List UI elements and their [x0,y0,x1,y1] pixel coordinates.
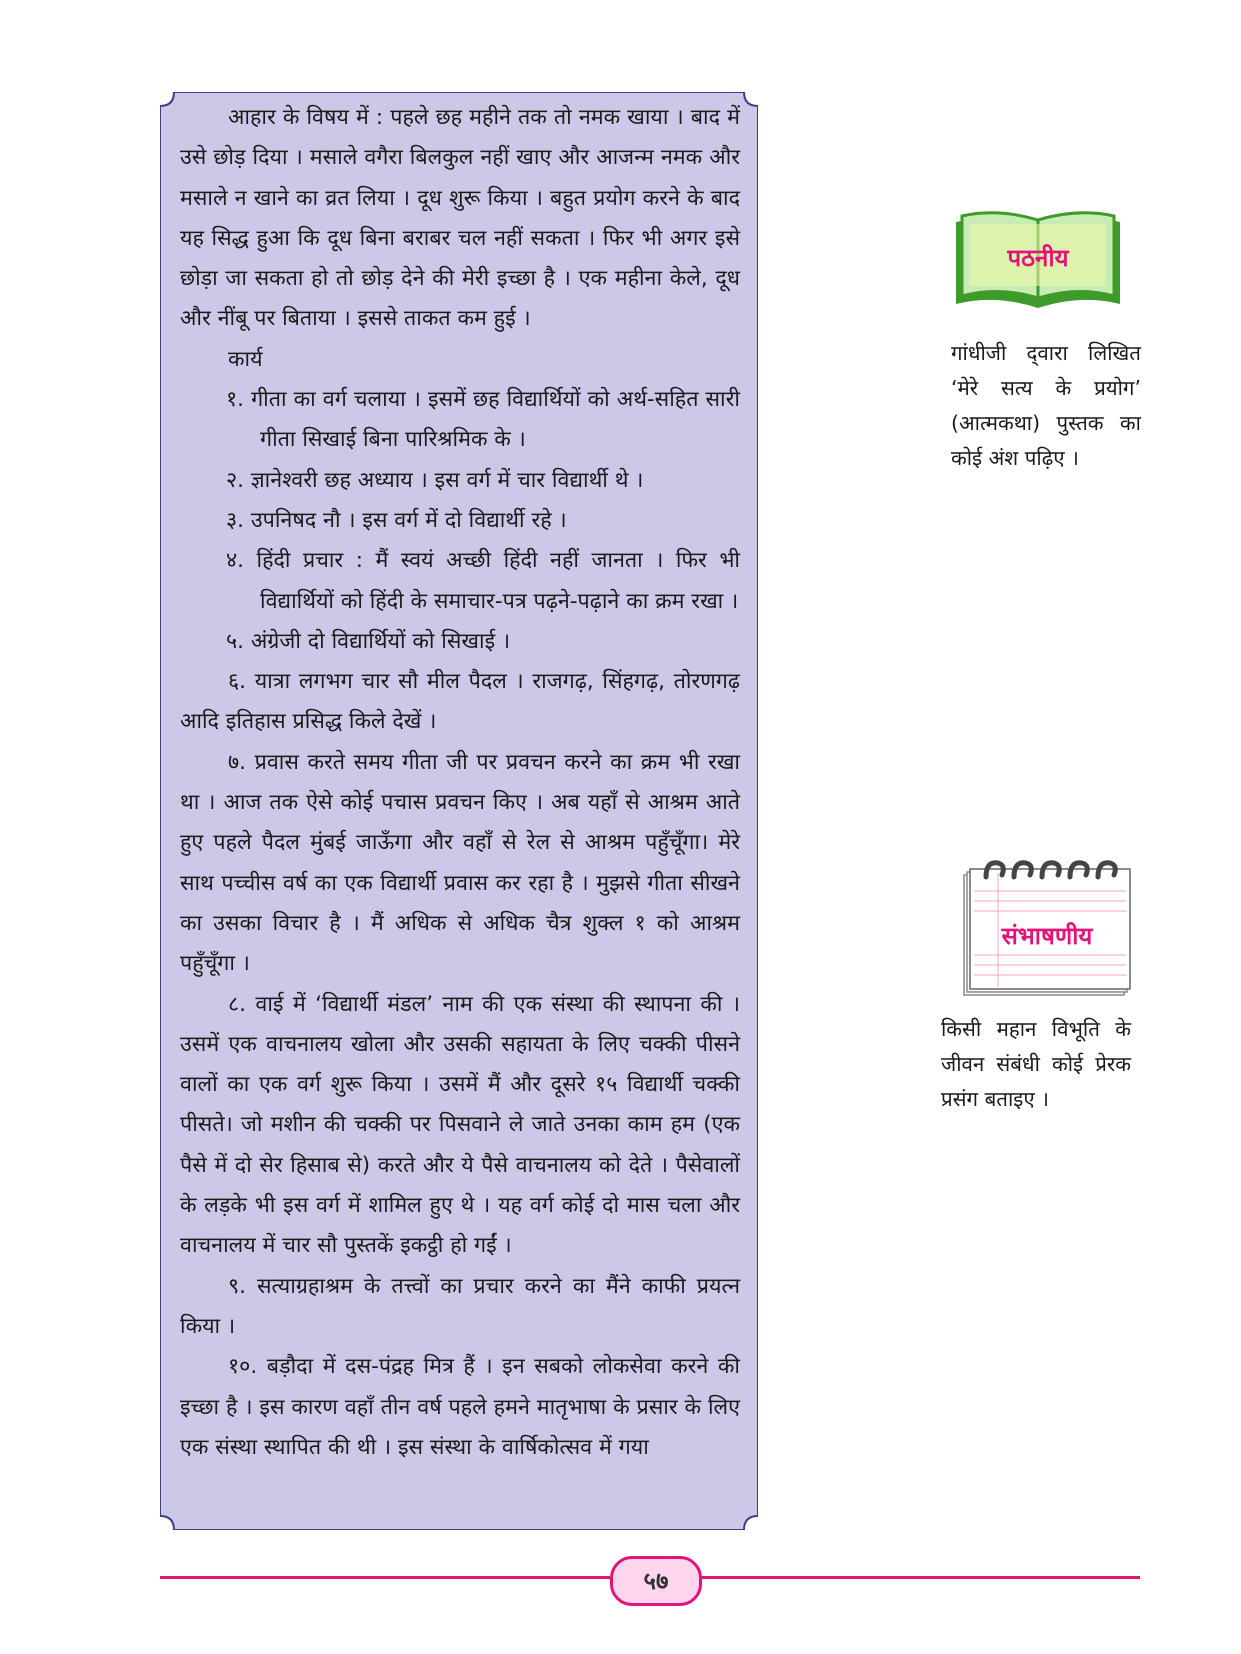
panel-text [180,98,740,1468]
paragraph-9: ९. सत्याग्रहाश्रम के तत्त्वों का प्रचार करने का मैंने काफी प्रयत्न किया । [180,1273,740,1339]
section-heading: कार्य [228,346,263,372]
sambhashaniya-title: संभाषणीय [1001,921,1093,950]
list-item: ४. हिंदी प्रचार : मैं स्वयं अच्छी हिंदी नहीं जानता । फिर भी विद्यार्थियों को हिंदी के समाचार-पत्र पढ़ने-पढ़ाने का क्रम रखा । [226,548,740,614]
pathaniya-text: गांधीजी द्‌वारा लिखित ‘मेरे सत्य के प्रयोग’ (आत्मकथा) पुस्तक का कोई अंश पढ़िए । [951,341,1141,470]
paragraph-6: ६. यात्रा लगभग चार सौ मील पैदल । राजगढ़, सिंहगढ़, तोरणगढ़ आदि इतिहास प्रसिद्ध किले देखें । [180,669,740,735]
paragraph-7: ७. प्रवास करते समय गीता जी पर प्रवचन करने का क्रम भी रखा था । आज तक ऐसे कोई पचास प्रवचन किए । अब यहाँ से आश्रम आते हुए पहले पैदल मुंबई जाऊँगा और वहाँ से रेल से आश्रम पहुँचूँगा। मेरे साथ पच्चीस वर्ष का एक विद्यार्थी प्रवास कर रहा है । मुझसे गीता सीखने का उसका विचार है । मैं अधिक से अधिक चैत्र शुक्ल १ को आश्रम पहुँचूँगा । [180,749,740,977]
footer-rule-left [160,1576,610,1579]
paragraph-10: १०. बड़ौदा में दस-पंद्रह मित्र हैं । इन सबको लोकसेवा करने की इच्छा है । इस कारण वहाँ तीन वर्ष पहले हमने मातृभाषा के प्रसार के लिए एक संस्था स्थापित की थी । इस संस्था के वार्षिकोत्सव में गया [180,1354,740,1460]
list-item: ३. उपनिषद नौ । इस वर्ग में दो विद्यार्थी रहे । [226,507,567,533]
sambhashaniya-text: किसी महान विभूति के जीवन संबंधी कोई प्रेरक प्रसंग बताइए । [941,1017,1131,1111]
notepad-icon [962,855,1132,997]
list-item: २. ज्ञानेश्वरी छह अध्याय । इस वर्ग में चार विद्यार्थी थे । [226,467,644,493]
text-panel [160,92,758,1530]
paragraph-diet: आहार के विषय में : पहले छह महीने तक तो नमक खाया । बाद में उसे छोड़ दिया । मसाले वगैरा बिलकुल नहीं खाए और आजन्म नमक और मसाले न खाने का व्रत लिया । दूध शुरू किया । बहुत प्रयोग करने के बाद यह सिद्ध हुआ कि दूध बिना बराबर चल नहीं सकता । फिर भी अगर इसे छोड़ा जा सकता हो तो छोड़ देने की मेरी इच्छा है । एक महीना केले, दूध और नींबू पर बिताया । इससे ताकत कम हुई । [180,105,740,332]
page-number: ५७ [610,1556,702,1606]
list-item: १. गीता का वर्ग चलाया । इसमें छह विद्यार्थियों को अर्थ-सहित सारी गीता सिखाई बिना पारिश्रमिक के । [226,387,740,453]
open-book-icon [950,208,1126,314]
footer-rule-right [696,1576,1140,1579]
paragraph-8: ८. वाई में ‘विद्यार्थी मंडल’ नाम की एक संस्था की स्थापना की । उसमें एक वाचनालय खोला और उसकी सहायता के लिए चक्की पीसने वालों का एक वर्ग शुरू किया । उसमें मैं और दूसरे १५ विद्यार्थी चक्की पीसते। जो मशीन की चक्की पर पिसवाने ले जाते उनका काम हम (एक पैसे में दो सेर हिसाब से) करते और ये पैसे वाचनालय को देते । पैसेवालों के लड़के भी इस वर्ग में शामिल हुए थे । यह वर्ग कोई दो मास चला और वाचनालय में चार सौ पुस्तकें इकट्ठी हो गईं । [180,991,740,1259]
pathaniya-title: पठनीय [1007,243,1069,272]
list-item: ५. अंग्रेजी दो विद्यार्थियों को सिखाई । [226,628,511,654]
